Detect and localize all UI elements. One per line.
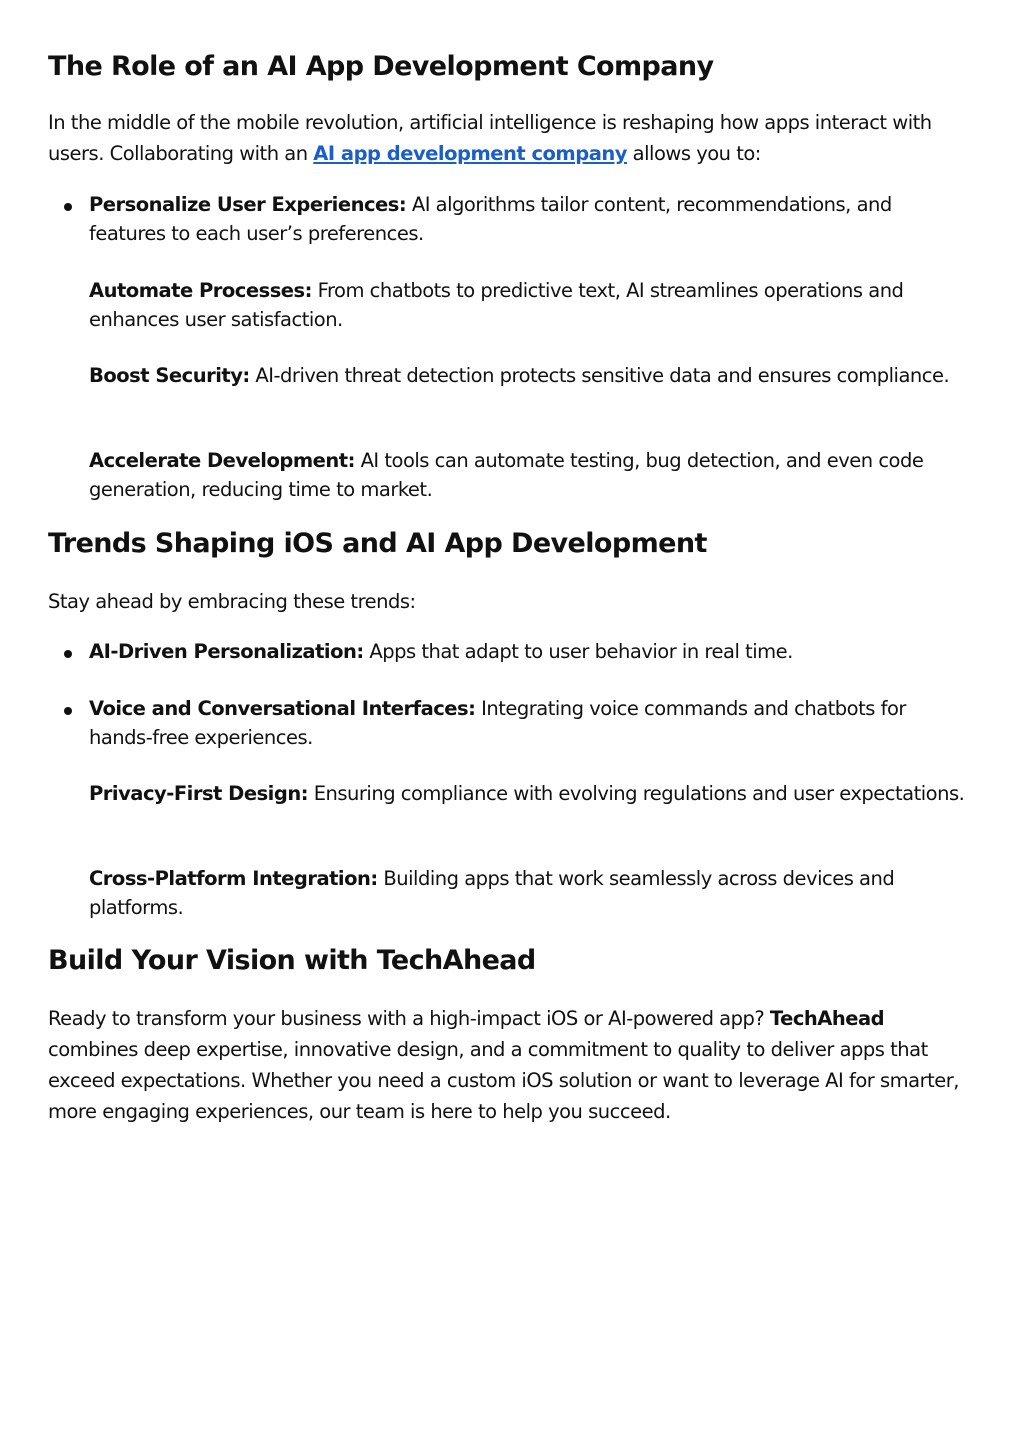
list-item: [89, 695, 969, 752]
brand-name: TechAhead: [769, 1007, 885, 1030]
item-term: Automate Processes:: [89, 279, 312, 302]
item-term: Boost Security:: [89, 364, 250, 387]
bullet-icon: [64, 707, 72, 715]
techahead-paragraph: [48, 1003, 978, 1127]
list-item: [89, 277, 969, 334]
ai-app-development-company-link[interactable]: AI app development company: [313, 142, 627, 165]
list-item: [89, 638, 969, 667]
item-text: Building apps that work seamlessly across devices and platforms.: [89, 867, 895, 919]
list-item: [89, 865, 969, 922]
item-text: Apps that adapt to user behavior in real time.: [363, 640, 793, 663]
section-heading-techahead: Build Your Vision with TechAhead: [48, 945, 536, 976]
item-text: Ensuring compliance with evolving regulations and user expectations.: [308, 782, 965, 805]
item-text: AI-driven threat detection protects sensitive data and ensures compliance.: [249, 364, 950, 387]
item-term: Personalize User Experiences:: [89, 193, 407, 216]
section-intro-trends: Stay ahead by embracing these trends:: [48, 590, 416, 613]
section-intro-ai-role: [48, 107, 978, 169]
list-item: [89, 362, 969, 391]
intro-text: In the middle of the mobile revolution, artificial intelligence is reshaping how apps interact with users. Collaborating with an: [48, 111, 932, 165]
item-text: AI tools can automate testing, bug detection, and even code generation, reducing time to market.: [89, 449, 924, 501]
section-heading-trends: Trends Shaping iOS and AI App Development: [48, 528, 707, 559]
item-term: AI-Driven Personalization:: [89, 640, 364, 663]
item-text: AI algorithms tailor content, recommendations, and features to each user’s preferences.: [89, 193, 892, 245]
item-text: Integrating voice commands and chatbots for hands-free experiences.: [89, 697, 906, 749]
bullet-icon: [64, 650, 72, 658]
item-term: Voice and Conversational Interfaces:: [89, 697, 476, 720]
bullet-icon: [64, 203, 72, 211]
item-term: Cross-Platform Integration:: [89, 867, 378, 890]
list-item: [89, 447, 969, 504]
paragraph-text-end: combines deep expertise, innovative design, and a commitment to quality to deliver apps that exceed expectations. Whether you need a custom iOS solution or want to leverage AI for smarter, more engaging experiences, our team is here to help you succeed.: [48, 1038, 959, 1123]
list-item: [89, 780, 969, 809]
section-heading-ai-role: The Role of an AI App Development Company: [48, 51, 714, 82]
paragraph-text: Ready to transform your business with a high-impact iOS or AI-powered app?: [48, 1007, 770, 1030]
item-term: Accelerate Development:: [89, 449, 355, 472]
list-item: [89, 191, 969, 248]
item-term: Privacy-First Design:: [89, 782, 309, 805]
item-text: From chatbots to predictive text, AI streamlines operations and enhances user satisfaction.: [89, 279, 904, 331]
intro-text-end: allows you to:: [626, 142, 761, 165]
